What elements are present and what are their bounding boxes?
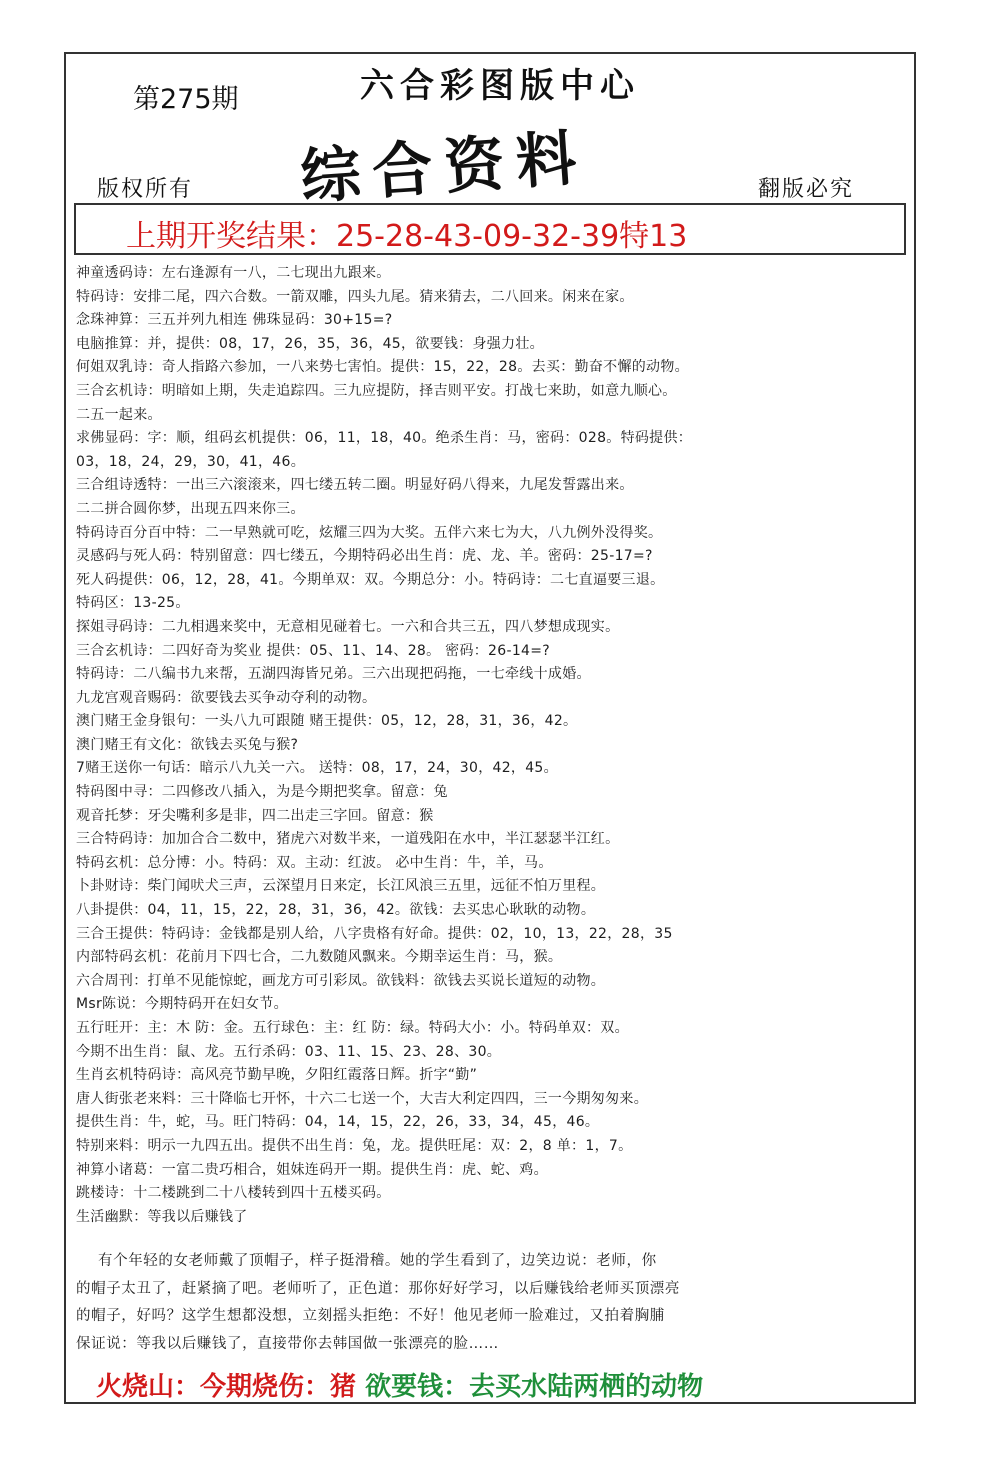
content-line: 内部特码玄机：花前月下四七合，二九数随风飘来。今期幸运生肖：马，猴。	[76, 949, 563, 966]
content-line: 特码诗：安排二尾，四六合数。一箭双雕，四头九尾。猜来猜去，二八回来。闲来在家。	[76, 288, 634, 305]
content-line: 五行旺开：主：木 防：金。五行球色：主：红 防：绿。特码大小：小。特码单双：双。	[76, 1020, 629, 1036]
content-line: 特码图中寻：二四修改八插入，为是今期把奖拿。留意：兔	[76, 784, 448, 801]
content-lines	[76, 262, 912, 1229]
story-line: 有个年轻的女老师戴了顶帽子，样子挺滑稽。她的学生看到了，边笑边说：老师，你	[98, 1253, 657, 1269]
content-line: 二五一起来。	[76, 406, 162, 423]
content-line: 特码诗百分百中特：二一早熟就可吃，炫耀三四为大奖。五伴六来七为大，八九例外没得奖。	[76, 524, 663, 541]
content-line: 唐人街张老来料：三十降临七开怀，十六二七送一个，大吉大利定四四，三一今期匆匆来。	[76, 1090, 648, 1107]
content-line: 求佛显码：字：顺，组码玄机提供：06，11，18，40。绝杀生肖：马，密码：028。特码提供：	[76, 430, 693, 447]
copyright-label: 版权所有	[97, 177, 194, 202]
content-line: 今期不出生肖：鼠、龙。五行杀码：03、11、15、23、28、30。	[76, 1043, 502, 1060]
story-line: 的帽子太丑了，赶紧摘了吧。老师听了，正色道：那你好好学习，以后赚钱给老师买顶漂亮	[76, 1280, 680, 1297]
content-line: 死人码提供：06，12，28，41。今期单双：双。今期总分：小。特码诗：二七直逼要三退。	[76, 571, 665, 588]
content-line: 7赌王送你一句话：暗示八九关一六。 送特：08，17，24，30，42，45。	[76, 760, 558, 777]
content-line: 三合玄机诗：明暗如上期，失走追踪四。三九应提防，择吉则平安。打战七来助，如意九顺心。	[76, 382, 677, 399]
content-line: 电脑推算：并，提供：08，17，26，35，36，45，欲要钱：身强力壮。	[76, 335, 544, 352]
main-title: 综合资料	[298, 123, 591, 213]
footer-red-text: 火烧山：今期烧伤：猪	[96, 1372, 357, 1402]
content-line: 三合玄机诗：二四好奇为奖业 提供：05、11、14、28。 密码：26-14=?	[76, 642, 550, 659]
content-line: 特码玄机：总分博：小。特码：双。主动：红波。 必中生肖：牛，羊，马。	[76, 854, 553, 871]
content-line: 六合周刊：打单不见能惊蛇，画龙方可引彩凤。欲钱料：欲钱去买说长道短的动物。	[76, 972, 606, 989]
content-line: 卜卦财诗：柴门闻吠犬三声，云深望月日来定，长江风浪三五里，远征不怕万里程。	[76, 878, 606, 895]
content-line: 九龙宫观音赐码：欲要钱去买争动夺利的动物。	[76, 689, 377, 706]
anti-piracy-label: 翻版必究	[758, 177, 855, 202]
content-line: 特码诗：二八编书九来帮，五湖四海皆兄弟。三六出现把码拖，一七牵线十成婚。	[76, 666, 591, 683]
footer-green-text: 欲要钱：去买水陆两栖的动物	[365, 1372, 704, 1402]
content-line: 神童透码诗：左右逢源有一八，二七现出九跟来。	[76, 265, 391, 281]
story-line: 的帽子，好吗？这学生想都没想，立刻摇头拒绝：不好！他见老师一脸难过，又拍着胸脯	[76, 1308, 665, 1324]
content-line: 三合特码诗：加加合合二数中，猪虎六对数半来，一道残阳在水中，半江瑟瑟半江红。	[76, 831, 620, 848]
content-line: 澳门赌王有文化：欲钱去买兔与猴?	[76, 736, 299, 753]
content-line: 灵感码与死人码：特别留意：四七缕五，今期特码必出生肖：虎、龙、羊。密码：25-17=?	[76, 548, 653, 565]
story-line: 保证说：等我以后赚钱了，直接带你去韩国做一张漂亮的脸……	[76, 1335, 499, 1352]
content-line: 八卦提供：04，11，15，22，28，31，36，42。欲钱：去买忠心耿耿的动物。	[76, 902, 596, 919]
content-line: 澳门赌王金身银句：一头八九可跟随 赌王提供：05，12，28，31，36，42。	[76, 713, 578, 730]
content-line: 神算小诸葛：一富二贵巧相合，姐妹连码开一期。提供生肖：虎、蛇、鸡。	[76, 1161, 548, 1178]
content-line: 观音托梦：牙尖嘴利多是非，四二出走三字回。留意：猴	[76, 807, 434, 824]
content-line: 跳楼诗：十二楼跳到二十八楼转到四十五楼买码。	[76, 1185, 391, 1202]
content-line: 二二拼合圆你梦，出现五四来你三。	[76, 500, 305, 517]
content-line: 探姐寻码诗：二九相遇来奖中，无意相见碰着七。一六和合共三五，四八梦想成现实。	[76, 618, 620, 635]
center-title: 六合彩图版中心	[360, 66, 640, 106]
content-line: 生活幽默：等我以后赚钱了	[76, 1208, 248, 1225]
result-text: 上期开奖结果：25-28-43-09-32-39特13	[126, 219, 688, 254]
content-line: 特码区：13-25。	[76, 595, 190, 612]
content-line: 03，18，24，29，30，41，46。	[76, 453, 306, 470]
content-line: 何姐双乳诗：奇人指路六参加，一八来势七害怕。提供：15，22，28。去买：勤奋不懈的动物。	[76, 359, 689, 376]
content-line: 念珠神算：三五并列九相连 佛珠显码：30+15=?	[76, 312, 393, 329]
content-line: 提供生肖：牛，蛇，马。旺门特码：04，14，15，22，26，33，34，45，46。	[76, 1114, 600, 1131]
footer-banner	[96, 1366, 703, 1403]
result-box	[74, 203, 906, 255]
content-line: 三合组诗透特：一出三六滚滚来，四七缕五转二圈。明显好码八得来，九尾发誓露出来。	[76, 477, 634, 494]
content-line: 生肖玄机特码诗：高风亮节勤早晚，夕阳红霞落日辉。折字“勤”	[76, 1067, 478, 1084]
content-line: 特别来料：明示一九四五出。提供不出生肖：兔，龙。提供旺尾：双：2，8 单：1，7。	[76, 1137, 633, 1154]
issue-number: 第275期	[133, 84, 239, 115]
content-line: 三合王提供：特码诗：金钱都是别人给，八字贵格有好命。提供：02，10，13，22，28，35	[76, 925, 673, 942]
humor-story	[76, 1248, 908, 1358]
content-line: Msr陈说：今期特码开在妇女节。	[76, 996, 288, 1013]
